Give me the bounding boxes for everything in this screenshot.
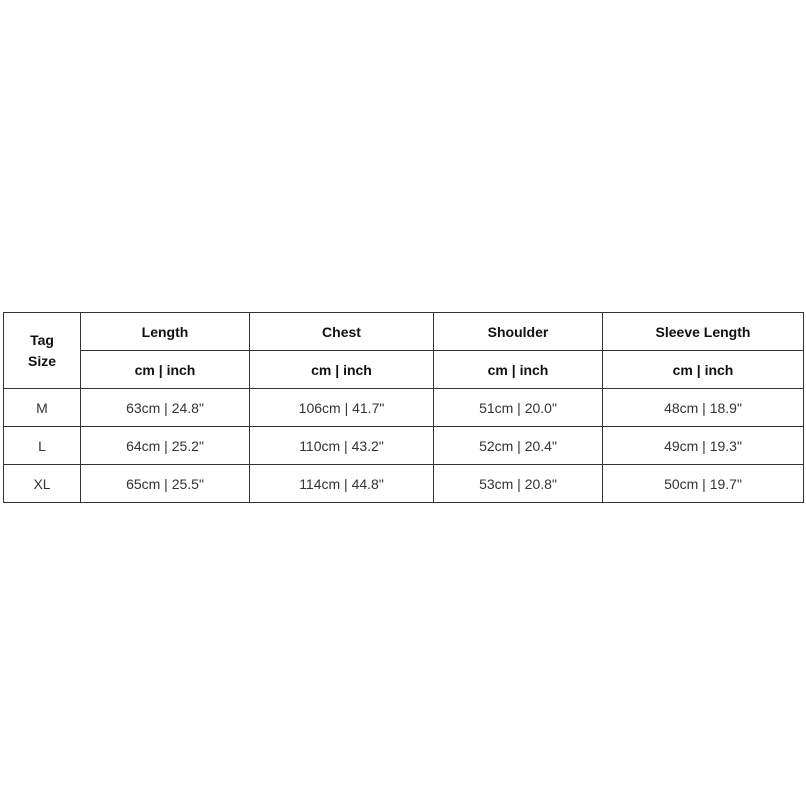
sleeve-length-cell: 50cm | 19.7" [603,465,804,503]
unit-header-length: cm | inch [81,351,250,389]
tag-size-line1: Tag [30,331,54,348]
tag-size-line2: Size [27,352,56,369]
chest-cell: 114cm | 44.8" [250,465,434,503]
column-header-length: Length [81,313,250,351]
header-row-units [4,351,804,389]
length-cell: 63cm | 24.8" [81,389,250,427]
unit-header-sleeve-length: cm | inch [603,351,804,389]
shoulder-cell: 53cm | 20.8" [434,465,603,503]
header-row-labels [4,313,804,351]
length-cell: 64cm | 25.2" [81,427,250,465]
size-cell: M [4,389,81,427]
column-header-shoulder: Shoulder [434,313,603,351]
unit-header-shoulder: cm | inch [434,351,603,389]
table-row [4,427,804,465]
chest-cell: 106cm | 41.7" [250,389,434,427]
size-cell: XL [4,465,81,503]
length-cell: 65cm | 25.5" [81,465,250,503]
column-header-sleeve-length: Sleeve Length [603,313,804,351]
column-header-chest: Chest [250,313,434,351]
sleeve-length-cell: 48cm | 18.9" [603,389,804,427]
table-row [4,465,804,503]
size-chart-table [3,312,804,503]
chest-cell: 110cm | 43.2" [250,427,434,465]
unit-header-chest: cm | inch [250,351,434,389]
shoulder-cell: 51cm | 20.0" [434,389,603,427]
sleeve-length-cell: 49cm | 19.3" [603,427,804,465]
size-cell: L [4,427,81,465]
tag-size-header [4,313,81,389]
table-row [4,389,804,427]
shoulder-cell: 52cm | 20.4" [434,427,603,465]
